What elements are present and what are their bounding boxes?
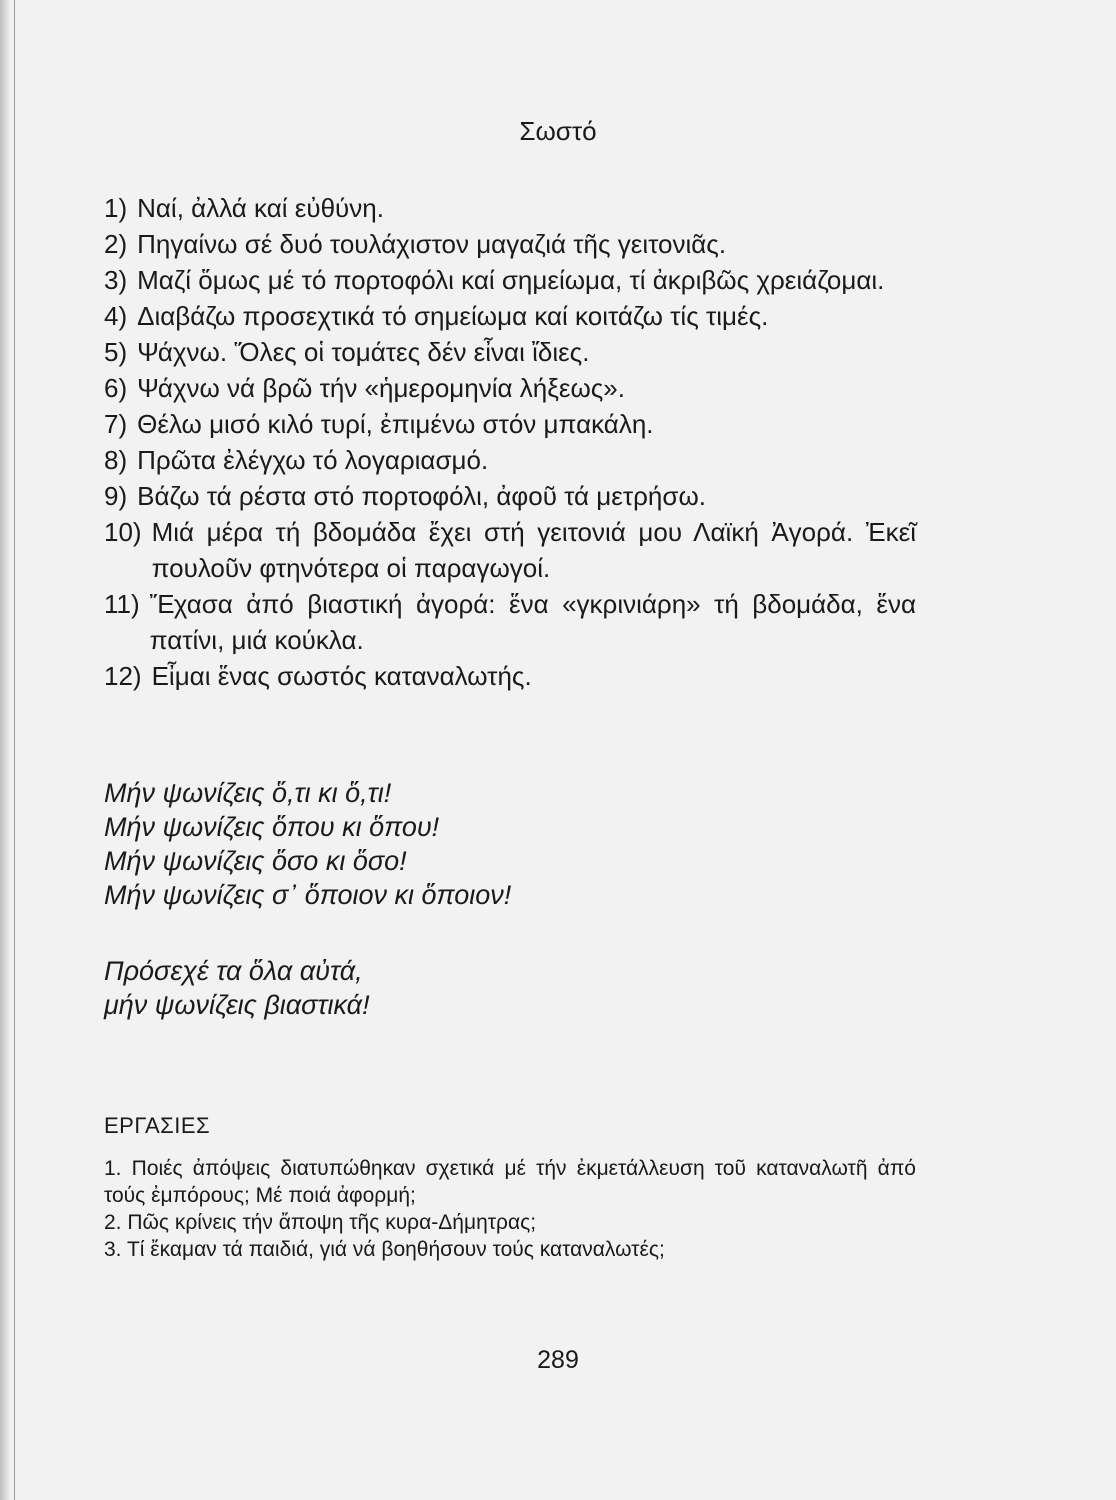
poem-stanza-2 xyxy=(104,954,370,1022)
item-text: Μαζί ὅμως μέ τό πορτοφόλι καί σημείωμα, τί ἀκριβῶς χρειάζομαι. xyxy=(137,265,885,295)
exercises-list xyxy=(104,1155,916,1263)
exercise-item: 3. Τί ἔκαμαν τά παιδιά, γιά νά βοηθήσουν τούς καταναλωτές; xyxy=(104,1238,665,1261)
item-text: Βάζω τά ρέστα στό πορτοφόλι, ἀφοῦ τά μετρήσω. xyxy=(137,481,706,511)
item-number: 8) xyxy=(104,445,128,475)
list-item xyxy=(104,478,916,514)
poem-line: Μήν ψωνίζεις σ᾽ ὅποιον κι ὅποιον! xyxy=(104,880,512,910)
list-item xyxy=(104,226,916,262)
list-item xyxy=(104,586,916,658)
item-number: 3) xyxy=(104,265,128,295)
item-number: 10) xyxy=(104,517,142,547)
section-title: Σωστό xyxy=(519,116,597,146)
poem-line: Μήν ψωνίζεις ὅ,τι κι ὅ,τι! xyxy=(104,778,392,808)
item-number: 12) xyxy=(104,661,142,691)
item-number: 11) xyxy=(104,589,140,619)
item-text: Εἶμαι ἕνας σωστός καταναλωτής. xyxy=(151,661,532,691)
binding-edge xyxy=(0,0,10,1500)
poem-line: μήν ψωνίζεις βιαστικά! xyxy=(104,990,370,1020)
exercise-item: 1. Ποιές ἀπόψεις διατυπώθηκαν σχετικά μέ τήν ἐκμετάλλευση τοῦ καταναλωτῆ ἀπό τούς ἐμπόρους; Μέ ποιά ἀφορμή; xyxy=(104,1157,916,1207)
page-number: 289 xyxy=(537,1346,579,1374)
exercises-heading: ΕΡΓΑΣΙΕΣ xyxy=(104,1113,211,1138)
list-item xyxy=(104,658,916,694)
item-text: Θέλω μισό κιλό τυρί, ἐπιμένω στόν μπακάλη. xyxy=(137,409,654,439)
exercise-item: 2. Πῶς κρίνεις τήν ἄποψη τῆς κυρα-Δήμητρας; xyxy=(104,1211,537,1234)
list-item xyxy=(104,370,916,406)
poem-line: Μήν ψωνίζεις ὅσο κι ὅσο! xyxy=(104,846,407,876)
item-text: Πρῶτα ἐλέγχω τό λογαριασμό. xyxy=(137,445,489,475)
item-number: 6) xyxy=(104,373,128,403)
poem-stanza-1 xyxy=(104,776,511,912)
list-item xyxy=(104,298,916,334)
item-number: 1) xyxy=(104,193,128,223)
item-text: Ἔχασα ἀπό βιαστική ἀγορά: ἕνα «γκρινιάρη» τή βδομάδα, ἕνα πατίνι, μιά κούκλα. xyxy=(149,589,916,655)
list-item xyxy=(104,334,916,370)
poem-line: Μήν ψωνίζεις ὅπου κι ὅπου! xyxy=(104,812,440,842)
item-text: Διαβάζω προσεχτικά τό σημείωμα καί κοιτάζω τίς τιμές. xyxy=(137,301,769,331)
item-text: Πηγαίνω σέ δυό τουλάχιστον μαγαζιά τῆς γειτονιᾶς. xyxy=(137,229,727,259)
poem-line: Πρόσεχέ τα ὅλα αὐτά, xyxy=(104,956,363,986)
gutter-line xyxy=(14,0,15,1500)
item-number: 7) xyxy=(104,409,128,439)
list-item xyxy=(104,190,916,226)
answers-list xyxy=(104,190,916,694)
item-number: 5) xyxy=(104,337,128,367)
item-text: Ψάχνω. Ὅλες οἱ τομάτες δέν εἶναι ἴδιες. xyxy=(137,337,590,367)
list-item xyxy=(104,514,916,586)
item-number: 2) xyxy=(104,229,128,259)
item-text: Ψάχνω νά βρῶ τήν «ἡμερομηνία λήξεως». xyxy=(137,373,625,403)
list-item xyxy=(104,262,916,298)
item-number: 4) xyxy=(104,301,128,331)
list-item xyxy=(104,406,916,442)
list-item xyxy=(104,442,916,478)
item-number: 9) xyxy=(104,481,128,511)
item-text: Μιά μέρα τή βδομάδα ἔχει στή γειτονιά μου Λαϊκή Ἀγορά. Ἐκεῖ πουλοῦν φτηνότερα οἱ παραγωγοί. xyxy=(151,517,916,583)
item-text: Ναί, ἀλλά καί εὐθύνη. xyxy=(137,193,384,223)
